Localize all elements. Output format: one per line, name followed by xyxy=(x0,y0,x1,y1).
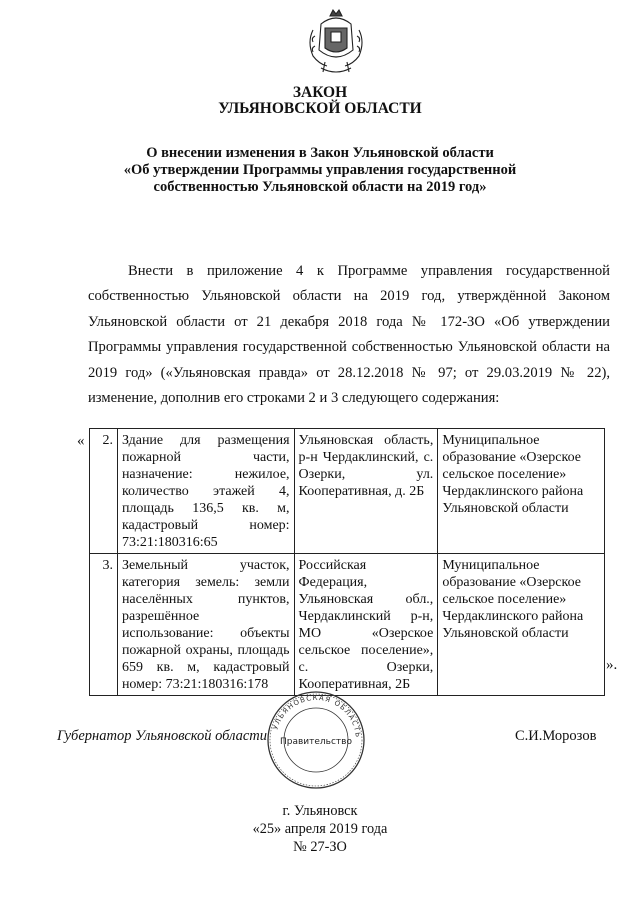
region-title: УЛЬЯНОВСКОЙ ОБЛАСТИ xyxy=(218,100,422,117)
subtitle-line-3: собственностью Ульяновской области на 2019 год» xyxy=(153,179,487,195)
owner-cell: Муниципальное образование «Озерское сельское поселение» Чердаклинского района Ульяновской области xyxy=(438,554,605,696)
table-row xyxy=(90,429,605,554)
document-type-title: ЗАКОН xyxy=(292,84,348,101)
signatory-name: С.И.Морозов xyxy=(515,728,597,744)
signatory-title: Губернатор Ульяновской области xyxy=(57,728,268,744)
table-row xyxy=(90,554,605,696)
city: г. Ульяновск xyxy=(282,803,358,819)
coat-of-arms-emblem xyxy=(301,6,371,78)
law-number: № 27-ЗО xyxy=(293,839,347,855)
row-number: 3. xyxy=(90,554,118,696)
property-table xyxy=(89,428,605,696)
subtitle-line-2: «Об утверждении Программы управления государственной xyxy=(123,162,517,178)
seal-ring-text: УЛЬЯНОВСКАЯ ОБЛАСТЬ xyxy=(271,693,363,739)
object-cell: Здание для размещения пожарной части, назначение: нежилое, количество этажей 4, площадь 136,5 кв. м, кадастровый номер: 73:21:180316:65 xyxy=(117,429,294,554)
address-cell: Ульяновская область, р-н Чердаклинский, с. Озерки, ул. Кооперативная, д. 2Б xyxy=(294,429,438,554)
closing-quote: ». xyxy=(606,657,618,673)
date: «25» апреля 2019 года xyxy=(252,821,388,837)
object-cell: Земельный участок, категория земель: земли населённых пунктов, разрешённое использование: объекты пожарной охраны, площадь 659 кв. м, кадастровый номер: 73:21:180316:178 xyxy=(117,554,294,696)
law-subtitle xyxy=(60,145,580,196)
body-paragraph: Внести в приложение 4 к Программе управления государственной собственностью Ульяновской области на 2019 год, утверждённой Законом Ульяновской области от 21 декабря 2018 года № 172-ЗО «Об утверждении Программы управления государственной собственностью Ульяновской области на 2019 год» («Ульяновская правда» от 28.12.2018 № 97; от 29.03.2019 № 22), изменение, дополнив его строками 2 и 3 следующего содержания: xyxy=(88,263,610,407)
subtitle-line-1: О внесении изменения в Закон Ульяновской области xyxy=(146,145,494,161)
opening-quote: « xyxy=(77,433,85,449)
official-seal-stamp xyxy=(264,688,368,792)
row-number: 2. xyxy=(90,429,118,554)
owner-cell: Муниципальное образование «Озерское сельское поселение» Чердаклинского района Ульяновской области xyxy=(438,429,605,554)
seal-center-text: Правительство xyxy=(280,737,352,747)
address-cell: Российская Федерация, Ульяновская обл., Чердаклинский р-н, МО «Озерское сельское поселение», с. Озерки, Кооперативная, 2Б xyxy=(294,554,438,696)
